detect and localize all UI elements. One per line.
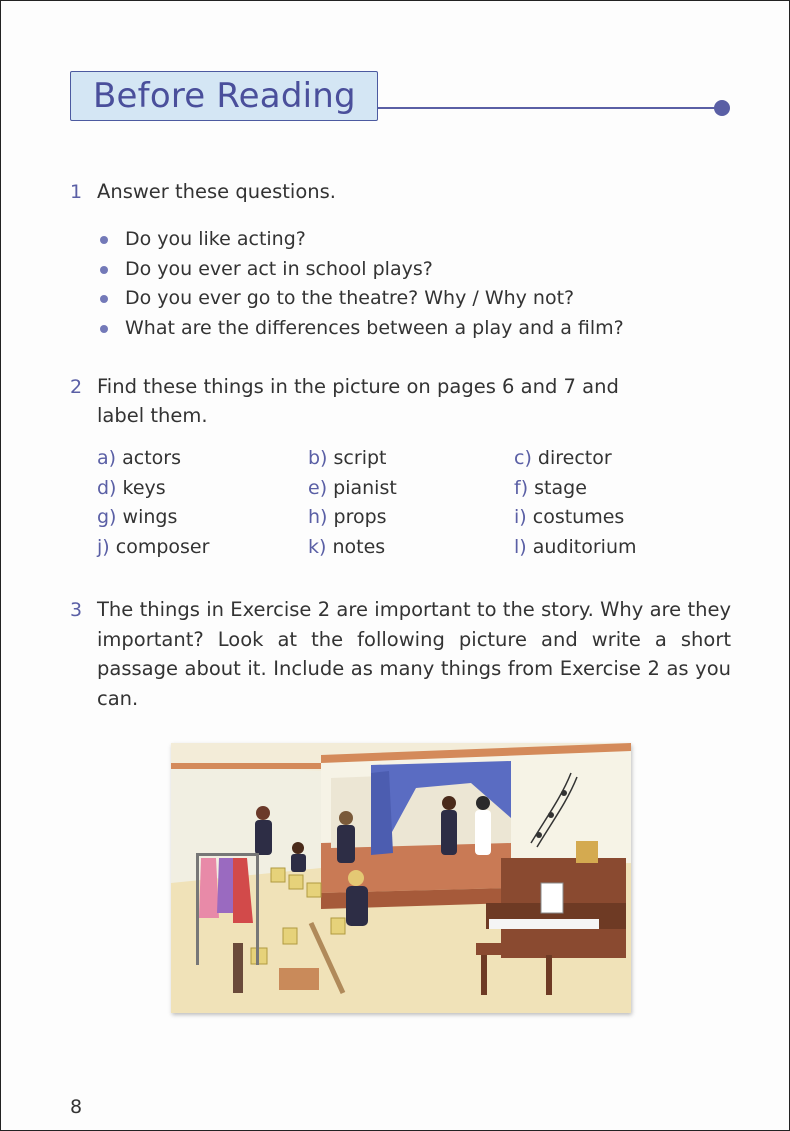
heading-rule-dot	[714, 100, 730, 116]
exercise-1-instruction: Answer these questions.	[97, 180, 336, 203]
bullet-icon	[100, 266, 108, 274]
vocab-item: h) props	[308, 506, 387, 528]
vocab-item: g) wings	[97, 506, 178, 528]
vocab-item: l) auditorium	[514, 536, 637, 558]
vocab-item: e) pianist	[308, 477, 397, 499]
bullet-icon	[100, 236, 108, 244]
exercise-2-instruction-line1: Find these things in the picture on pages 6 and 7 and	[97, 375, 619, 398]
question-item: Do you like acting?	[98, 225, 624, 255]
vocab-item: i) costumes	[514, 506, 625, 528]
question-item: Do you ever act in school plays?	[98, 255, 624, 285]
exercise-3-instruction: The things in Exercise 2 are important to the story. Why are they important? Look at the following picture and write a short passage about it. Include as many things from Exercise 2 as you can.	[97, 598, 731, 710]
vocab-item: c) director	[514, 447, 612, 469]
vocab-item: k) notes	[308, 536, 386, 558]
exercise-1-question-list	[98, 225, 624, 343]
exercise-2-number: 2	[70, 376, 83, 398]
exercise-1-number: 1	[70, 181, 83, 203]
vocab-item: a) actors	[97, 447, 181, 469]
page-number: 8	[70, 1096, 83, 1118]
vocab-item: f) stage	[514, 477, 587, 499]
section-heading	[70, 71, 378, 121]
heading-rule	[378, 107, 718, 109]
question-item: Do you ever go to the theatre? Why / Why not?	[98, 284, 624, 314]
vocab-item: b) script	[308, 447, 387, 469]
vocab-item: j) composer	[97, 536, 210, 558]
vocab-item: d) keys	[97, 477, 166, 499]
bullet-icon	[100, 325, 108, 333]
exercise-2-instruction-line2: label them.	[97, 404, 208, 427]
bullet-icon	[100, 295, 108, 303]
question-item: What are the differences between a play and a film?	[98, 314, 624, 344]
section-heading-text: Before Reading	[93, 76, 356, 116]
theatre-illustration	[171, 743, 631, 1013]
exercise-3-number: 3	[70, 599, 83, 621]
